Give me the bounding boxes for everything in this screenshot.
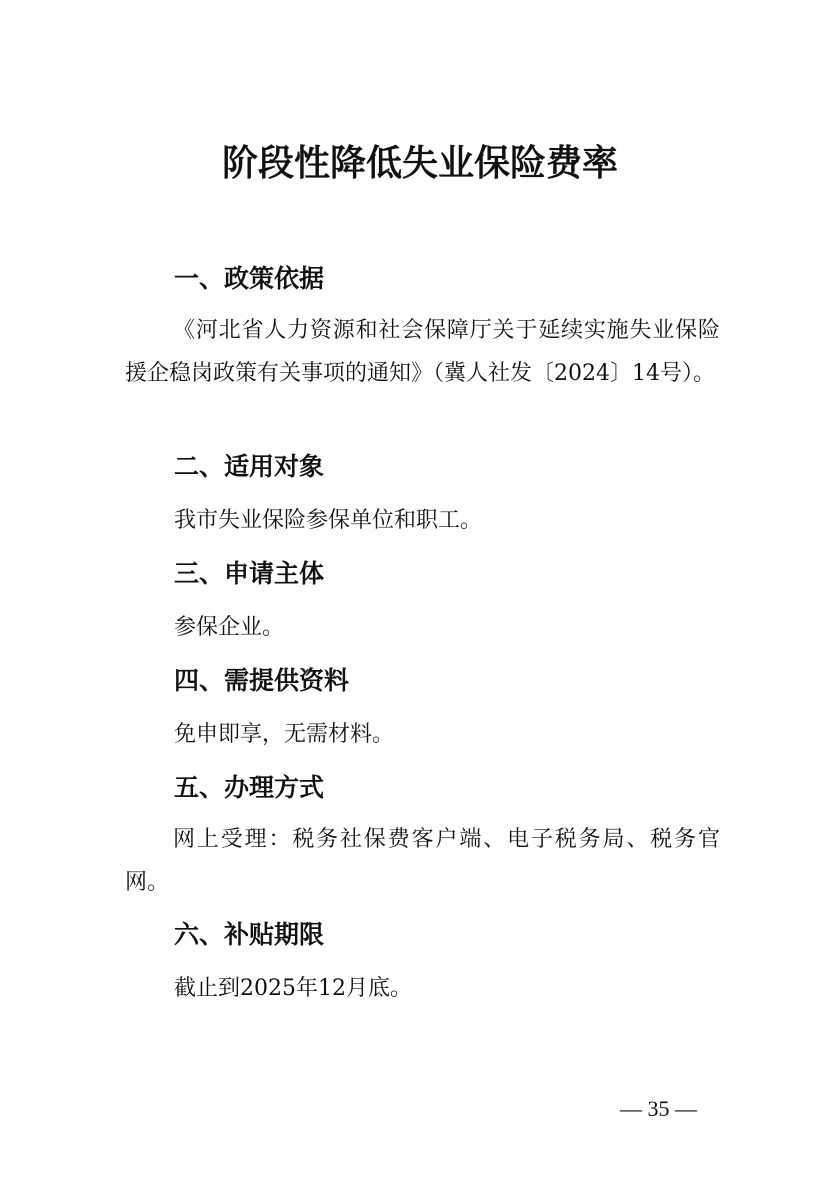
section-body-applicable-objects: 我市失业保险参保单位和职工。 (174, 508, 483, 533)
document-title: 阶段性降低失业保险费率 (221, 143, 618, 184)
section-body-handling-method: 网上受理：税务社保费客户端、电子税务局、税务官网。 (125, 827, 720, 895)
section-body-application-subject: 参保企业。 (174, 615, 285, 640)
section-heading-required-materials: 四、需提供资料 (174, 666, 350, 695)
section-heading-handling-method: 五、办理方式 (174, 773, 325, 802)
section-heading-subsidy-period: 六、补贴期限 (174, 920, 325, 949)
section-heading-policy-basis: 一、政策依据 (174, 264, 325, 293)
section-heading-applicable-objects: 二、适用对象 (174, 452, 325, 481)
section-body-required-materials: 免申即享，无需材料。 (174, 722, 395, 747)
section-heading-application-subject: 三、申请主体 (174, 559, 325, 588)
section-body-subsidy-period: 截止到2025年12月底。 (174, 976, 412, 1001)
page-number: — 35 — (620, 1096, 697, 1121)
section-body-policy-basis: 《河北省人力资源和社会保障厅关于延续实施失业保险援企稳岗政策有关事项的通知》（冀人社发〔2024〕14号）。 (125, 318, 720, 386)
